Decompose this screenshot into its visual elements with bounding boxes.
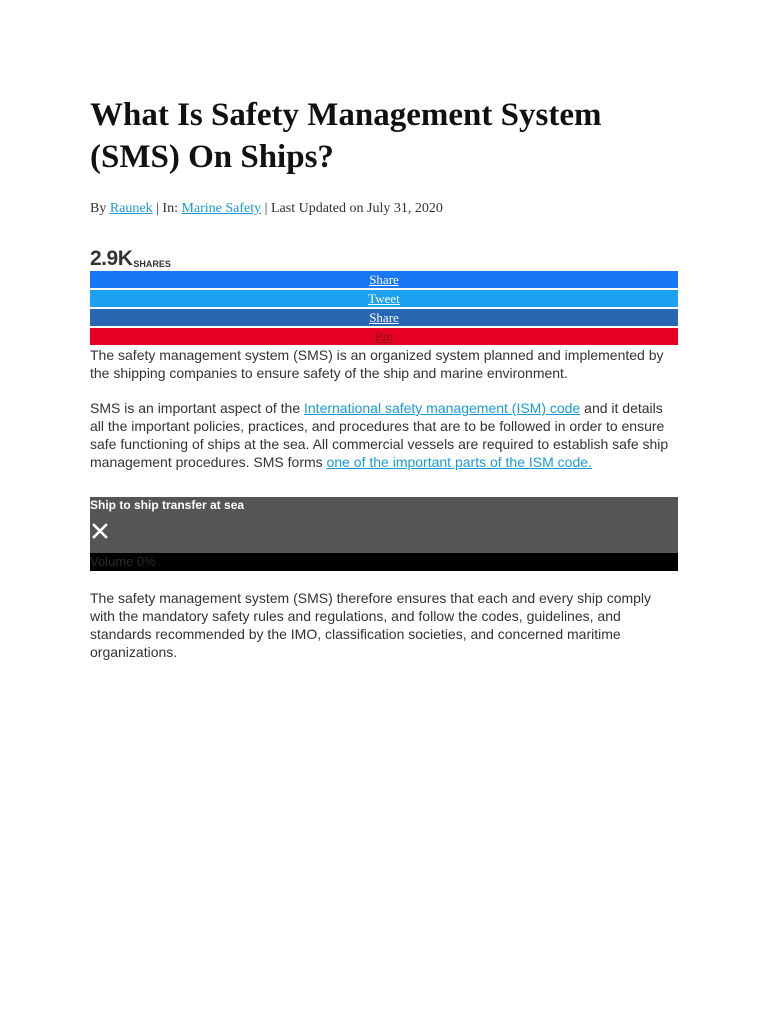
paragraph-intro: The safety management system (SMS) is an organized system planned and implemented by the shipping companies to ensure safety of the ship and marine environment. <box>90 347 664 381</box>
article-meta <box>90 200 678 218</box>
paragraph-ism-text-b: and it details all the important policies, practices, and procedures that are to be followed in order to ensure safe functioning of ships at the sea. All commercial vessels are required to establish safe ship management procedures. SMS forms <box>90 400 669 470</box>
video-title: Ship to ship transfer at sea <box>90 498 245 512</box>
share-count-number: 2.9K <box>90 247 133 270</box>
category-link[interactable]: Marine Safety <box>181 201 262 216</box>
close-icon[interactable] <box>92 523 108 539</box>
share-count <box>90 242 678 270</box>
in-label: | In: <box>152 201 182 216</box>
video-volume-bar[interactable]: Volume 0% <box>90 553 678 571</box>
ism-code-link[interactable]: International safety management (ISM) code <box>304 400 581 416</box>
paragraph-ism <box>90 399 678 471</box>
facebook-share-button[interactable]: Share <box>90 271 678 288</box>
video-header <box>90 497 678 553</box>
ism-parts-link[interactable]: one of the important parts of the ISM code. <box>326 454 592 470</box>
article <box>90 0 678 661</box>
paragraph-ism-text-a: SMS is an important aspect of the <box>90 400 304 416</box>
author-link[interactable]: Raunek <box>109 201 153 216</box>
twitter-tweet-button[interactable]: Tweet <box>90 290 678 307</box>
share-count-label: SHARES <box>133 259 171 269</box>
linkedin-share-button[interactable]: Share <box>90 309 678 326</box>
page-title: What Is Safety Management System (SMS) On Ships? <box>90 97 602 175</box>
video-player[interactable] <box>90 497 678 571</box>
by-label: By <box>90 201 110 216</box>
pinterest-pin-button[interactable]: Pin <box>90 328 678 345</box>
paragraph-compliance: The safety management system (SMS) therefore ensures that each and every ship comply with the mandatory safety rules and regulations, and follow the codes, guidelines, and standards recommended by the IMO, classification societies, and concerned maritime organizations. <box>90 590 652 660</box>
updated-label: | Last Updated on July 31, 2020 <box>261 201 443 216</box>
